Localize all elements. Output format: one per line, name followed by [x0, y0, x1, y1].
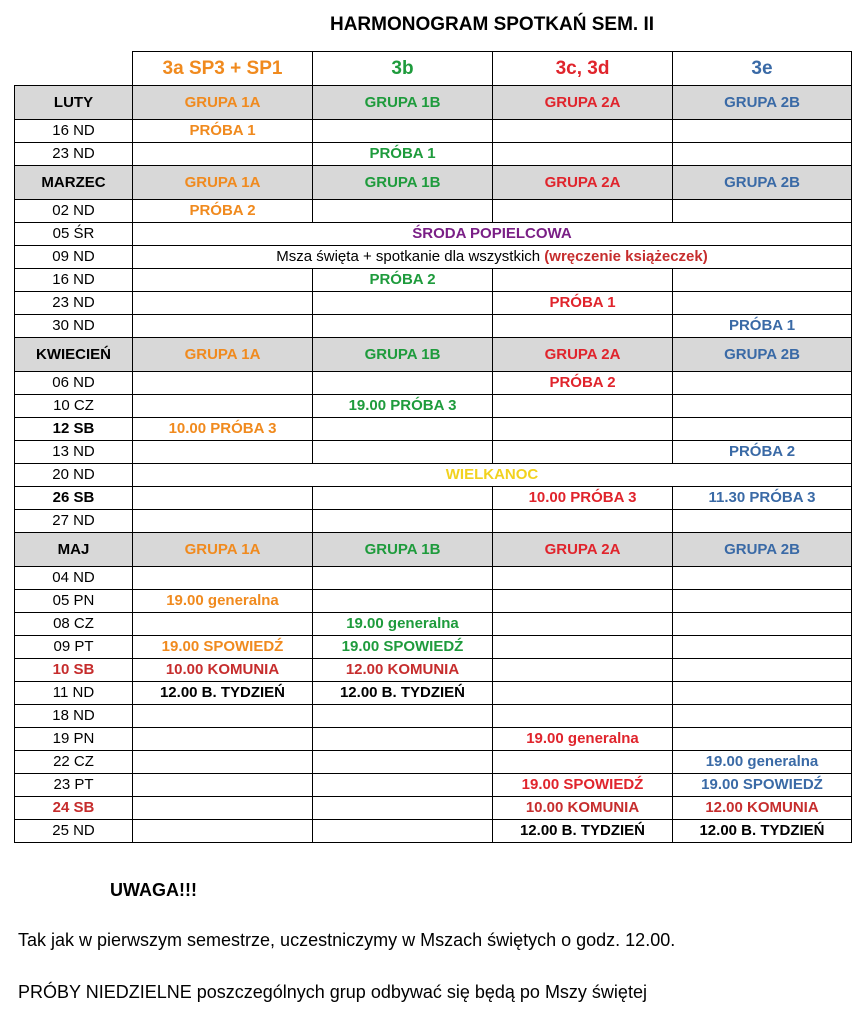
schedule-cell — [133, 728, 313, 751]
schedule-cell — [673, 567, 852, 590]
schedule-cell: 12.00 B. TYDZIEŃ — [673, 820, 852, 843]
schedule-cell — [313, 705, 493, 728]
schedule-cell — [133, 143, 313, 166]
schedule-cell: 12.00 B. TYDZIEŃ — [133, 682, 313, 705]
schedule-cell: 19.00 generalna — [133, 590, 313, 613]
schedule-cell — [133, 797, 313, 820]
schedule-cell — [493, 120, 673, 143]
schedule-cell: PRÓBA 2 — [493, 372, 673, 395]
schedule-cell: 19.00 SPOWIEDŹ — [133, 636, 313, 659]
schedule-cell — [313, 728, 493, 751]
date-cell: 12 SB — [15, 418, 133, 441]
schedule-cell — [493, 751, 673, 774]
schedule-cell — [493, 510, 673, 533]
class-header-3a: 3a SP3 + SP1 — [133, 52, 313, 86]
date-cell: 02 ND — [15, 200, 133, 223]
schedule-cell — [133, 315, 313, 338]
schedule-cell: PRÓBA 1 — [673, 315, 852, 338]
group-label: GRUPA 1B — [313, 533, 493, 567]
date-cell: 30 ND — [15, 315, 133, 338]
schedule-cell — [673, 682, 852, 705]
schedule-cell — [313, 590, 493, 613]
note-line-1: Tak jak w pierwszym semestrze, uczestniczymy w Mszach świętych o godz. 12.00. — [18, 930, 676, 950]
class-header-3c-3d: 3c, 3d — [493, 52, 673, 86]
schedule-cell — [133, 510, 313, 533]
schedule-cell — [133, 567, 313, 590]
schedule-cell: 19.00 PRÓBA 3 — [313, 395, 493, 418]
class-header-3b: 3b — [313, 52, 493, 86]
schedule-cell: 19.00 generalna — [673, 751, 852, 774]
date-cell: 24 SB — [15, 797, 133, 820]
schedule-cell — [673, 292, 852, 315]
group-label: GRUPA 1A — [133, 338, 313, 372]
date-cell: 25 ND — [15, 820, 133, 843]
table-row — [15, 820, 852, 843]
table-row — [15, 143, 852, 166]
schedule-cell: 12.00 KOMUNIA — [673, 797, 852, 820]
table-row — [15, 395, 852, 418]
schedule-cell — [673, 613, 852, 636]
schedule-cell — [673, 636, 852, 659]
schedule-cell — [673, 120, 852, 143]
group-label: GRUPA 1A — [133, 86, 313, 120]
date-cell: 19 PN — [15, 728, 133, 751]
table-row — [15, 269, 852, 292]
schedule-cell — [673, 372, 852, 395]
schedule-cell: 19.00 SPOWIEDŹ — [493, 774, 673, 797]
group-label: GRUPA 2A — [493, 533, 673, 567]
class-header-3e: 3e — [673, 52, 852, 86]
schedule-cell — [673, 705, 852, 728]
schedule-cell: PRÓBA 1 — [133, 120, 313, 143]
schedule-cell — [673, 200, 852, 223]
date-cell: 10 CZ — [15, 395, 133, 418]
schedule-cell — [133, 705, 313, 728]
date-cell: 11 ND — [15, 682, 133, 705]
schedule-cell — [313, 567, 493, 590]
date-cell: 26 SB — [15, 487, 133, 510]
schedule-cell — [133, 774, 313, 797]
schedule-cell — [313, 200, 493, 223]
table-row — [15, 441, 852, 464]
table-row — [15, 418, 852, 441]
date-cell: 05 ŚR — [15, 223, 133, 246]
schedule-cell: 10.00 PRÓBA 3 — [133, 418, 313, 441]
schedule-cell — [313, 315, 493, 338]
warning-heading: UWAGA!!! — [110, 880, 197, 900]
schedule-cell — [133, 487, 313, 510]
schedule-cell — [493, 143, 673, 166]
group-label: GRUPA 1A — [133, 166, 313, 200]
schedule-cell — [493, 705, 673, 728]
group-label: GRUPA 1B — [313, 338, 493, 372]
date-cell: 20 ND — [15, 464, 133, 487]
date-cell: 09 PT — [15, 636, 133, 659]
table-row — [15, 613, 852, 636]
table-row — [15, 682, 852, 705]
table-row — [15, 567, 852, 590]
schedule-cell — [133, 292, 313, 315]
date-cell: 05 PN — [15, 590, 133, 613]
month-label: MARZEC — [15, 166, 133, 200]
event-span-cell: ŚRODA POPIELCOWA — [133, 223, 852, 246]
page-title: HARMONOGRAM SPOTKAŃ SEM. II — [329, 14, 655, 35]
schedule-cell — [133, 613, 313, 636]
schedule-cell — [493, 200, 673, 223]
schedule-cell — [313, 292, 493, 315]
schedule-cell — [493, 613, 673, 636]
class-header-row — [15, 52, 852, 86]
schedule-cell — [673, 395, 852, 418]
event-span-cell: WIELKANOC — [133, 464, 852, 487]
schedule-cell — [673, 590, 852, 613]
schedule-cell — [313, 372, 493, 395]
group-label: GRUPA 2B — [673, 166, 852, 200]
schedule-cell — [493, 590, 673, 613]
schedule-cell — [313, 797, 493, 820]
date-cell: 08 CZ — [15, 613, 133, 636]
schedule-cell — [493, 269, 673, 292]
date-cell: 27 ND — [15, 510, 133, 533]
schedule-cell — [493, 682, 673, 705]
schedule-cell — [493, 567, 673, 590]
schedule-cell: 19.00 SPOWIEDŹ — [673, 774, 852, 797]
month-label: LUTY — [15, 86, 133, 120]
table-row — [15, 246, 852, 269]
schedule-cell: PRÓBA 1 — [493, 292, 673, 315]
table-row — [15, 636, 852, 659]
group-label: GRUPA 1B — [313, 86, 493, 120]
schedule-cell — [673, 143, 852, 166]
month-header-row — [15, 338, 852, 372]
schedule-cell: 10.00 PRÓBA 3 — [493, 487, 673, 510]
schedule-cell — [493, 418, 673, 441]
date-cell: 23 ND — [15, 143, 133, 166]
schedule-cell: PRÓBA 2 — [313, 269, 493, 292]
table-row — [15, 728, 852, 751]
table-row — [15, 751, 852, 774]
month-label: KWIECIEŃ — [15, 338, 133, 372]
schedule-cell — [313, 487, 493, 510]
table-row — [15, 487, 852, 510]
schedule-cell — [493, 636, 673, 659]
schedule-cell — [133, 372, 313, 395]
table-row — [15, 510, 852, 533]
schedule-cell — [133, 820, 313, 843]
table-row — [15, 464, 852, 487]
table-row — [15, 200, 852, 223]
table-row — [15, 315, 852, 338]
schedule-cell: 12.00 B. TYDZIEŃ — [493, 820, 673, 843]
schedule-cell — [313, 418, 493, 441]
table-row — [15, 659, 852, 682]
schedule-cell: PRÓBA 1 — [313, 143, 493, 166]
schedule-cell — [133, 269, 313, 292]
table-row — [15, 292, 852, 315]
table-row — [15, 120, 852, 143]
date-cell: 16 ND — [15, 120, 133, 143]
schedule-cell — [133, 441, 313, 464]
event-span-cell — [133, 246, 852, 269]
schedule-cell — [673, 418, 852, 441]
note-line-2: PRÓBY NIEDZIELNE poszczególnych grup odbywać się będą po Mszy świętej — [18, 982, 647, 1002]
schedule-cell — [133, 395, 313, 418]
schedule-cell — [673, 269, 852, 292]
schedule-cell — [313, 441, 493, 464]
schedule-cell — [673, 510, 852, 533]
group-label: GRUPA 1B — [313, 166, 493, 200]
schedule-cell: PRÓBA 2 — [673, 441, 852, 464]
month-header-row — [15, 166, 852, 200]
schedule-cell: 12.00 B. TYDZIEŃ — [313, 682, 493, 705]
group-label: GRUPA 2B — [673, 338, 852, 372]
schedule-cell — [493, 659, 673, 682]
date-cell: 10 SB — [15, 659, 133, 682]
schedule-cell: 19.00 SPOWIEDŹ — [313, 636, 493, 659]
schedule-cell — [313, 774, 493, 797]
table-row — [15, 372, 852, 395]
date-cell: 06 ND — [15, 372, 133, 395]
schedule-cell: PRÓBA 2 — [133, 200, 313, 223]
group-label: GRUPA 2A — [493, 166, 673, 200]
date-cell: 13 ND — [15, 441, 133, 464]
group-label: GRUPA 2A — [493, 338, 673, 372]
schedule-cell — [313, 820, 493, 843]
schedule-cell — [133, 751, 313, 774]
date-cell: 22 CZ — [15, 751, 133, 774]
schedule-cell: 10.00 KOMUNIA — [133, 659, 313, 682]
date-cell: 18 ND — [15, 705, 133, 728]
schedule-cell — [313, 751, 493, 774]
event-text-highlight: (wręczenie książeczek) — [544, 248, 708, 265]
schedule-cell: 10.00 KOMUNIA — [493, 797, 673, 820]
group-label: GRUPA 2B — [673, 533, 852, 567]
date-cell: 16 ND — [15, 269, 133, 292]
schedule-cell — [313, 120, 493, 143]
table-row — [15, 705, 852, 728]
date-cell: 09 ND — [15, 246, 133, 269]
date-cell: 23 PT — [15, 774, 133, 797]
schedule-cell — [493, 395, 673, 418]
month-header-row — [15, 86, 852, 120]
table-row — [15, 223, 852, 246]
schedule-cell: 19.00 generalna — [313, 613, 493, 636]
group-label: GRUPA 2A — [493, 86, 673, 120]
group-label: GRUPA 2B — [673, 86, 852, 120]
table-row — [15, 797, 852, 820]
header-blank-cell — [15, 52, 133, 86]
event-text: Msza święta + spotkanie dla wszystkich — [276, 248, 545, 265]
schedule-cell: 19.00 generalna — [493, 728, 673, 751]
schedule-table — [14, 51, 852, 843]
schedule-cell — [493, 441, 673, 464]
schedule-cell — [673, 659, 852, 682]
schedule-cell — [313, 510, 493, 533]
schedule-cell — [493, 315, 673, 338]
schedule-cell: 12.00 KOMUNIA — [313, 659, 493, 682]
date-cell: 04 ND — [15, 567, 133, 590]
schedule-cell — [673, 728, 852, 751]
table-row — [15, 590, 852, 613]
schedule-cell: 11.30 PRÓBA 3 — [673, 487, 852, 510]
date-cell: 23 ND — [15, 292, 133, 315]
month-label: MAJ — [15, 533, 133, 567]
month-header-row — [15, 533, 852, 567]
group-label: GRUPA 1A — [133, 533, 313, 567]
table-row — [15, 774, 852, 797]
